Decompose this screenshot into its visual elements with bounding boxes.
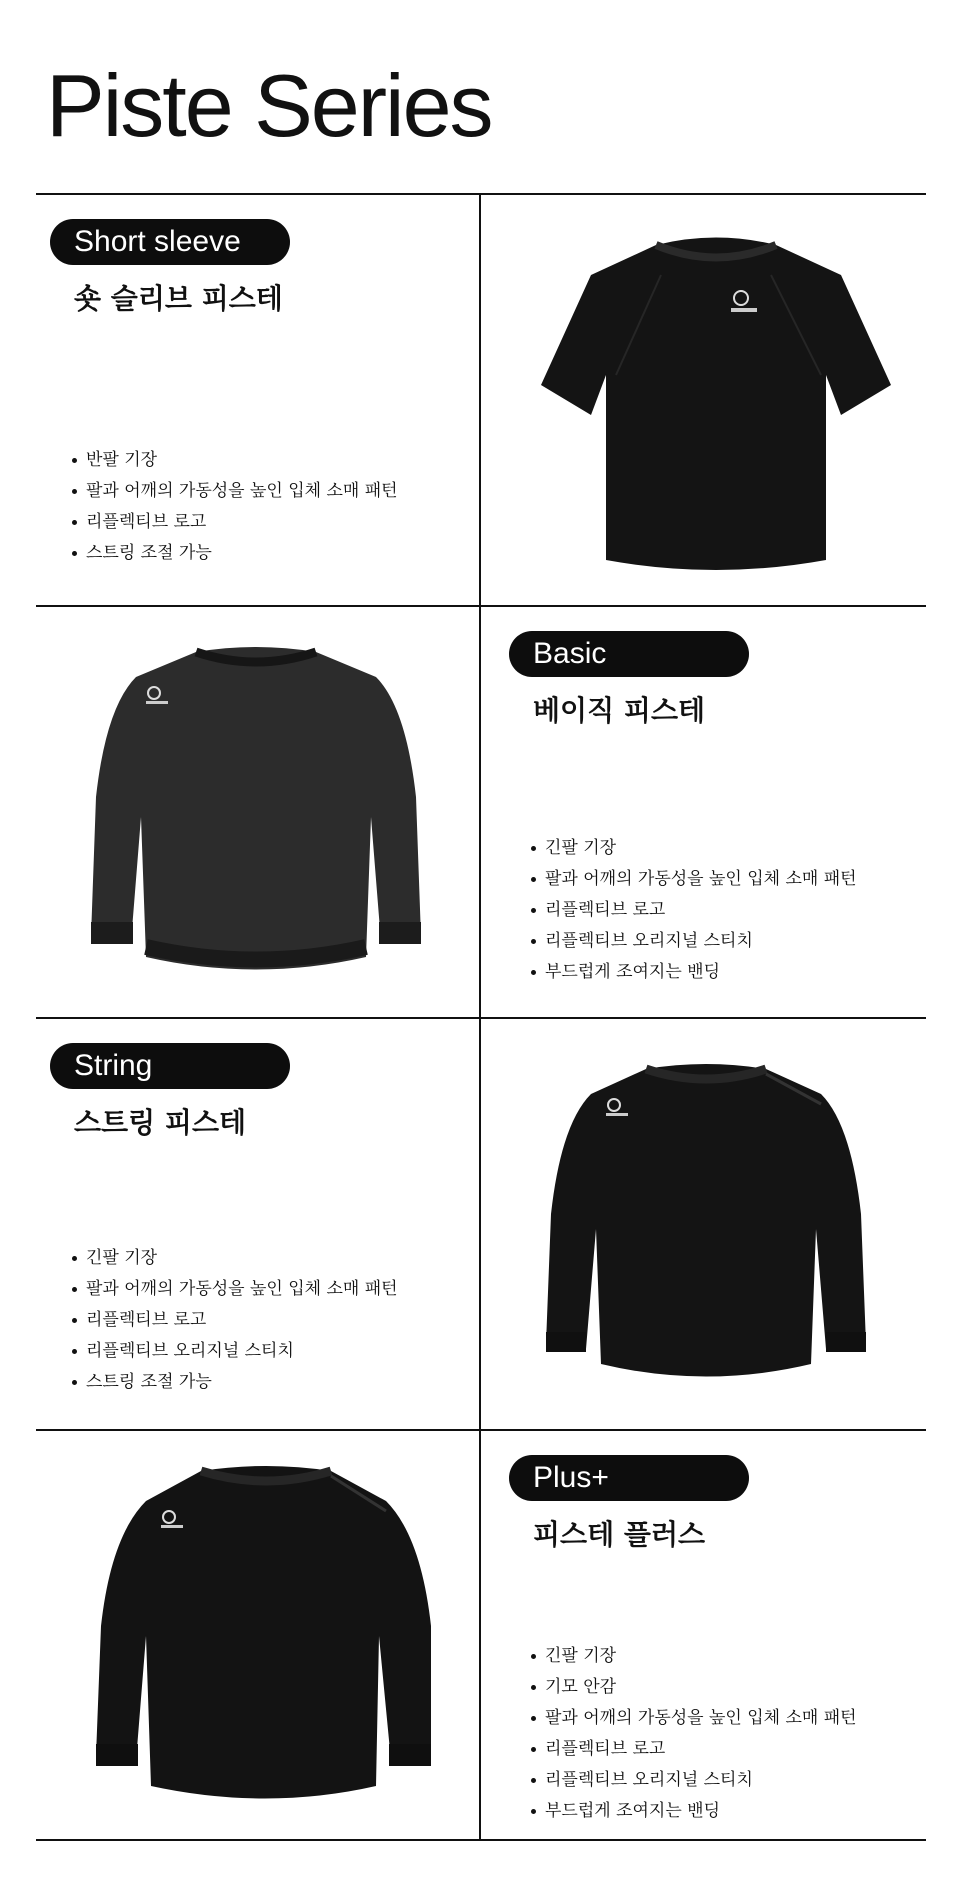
- feature-item: 리플렉티브 로고: [531, 1734, 857, 1765]
- product-image-cell: [36, 1431, 481, 1839]
- feature-item: 리플렉티브 로고: [72, 507, 398, 538]
- product-label-pill: Plus+: [509, 1455, 749, 1501]
- feature-item: 긴팔 기장: [531, 833, 857, 864]
- feature-item: 긴팔 기장: [72, 1243, 398, 1274]
- black-fleece-long-sleeve-shirt-image: [81, 1456, 451, 1826]
- feature-item: 리플렉티브 오리지널 스티치: [531, 926, 857, 957]
- page-title: Piste Series: [46, 56, 492, 155]
- product-name: 베이직 피스테: [533, 694, 706, 727]
- short-sleeve-shirt-image: [541, 215, 891, 585]
- feature-item: 기모 안감: [531, 1672, 857, 1703]
- product-grid: [36, 193, 926, 1841]
- product-info: [36, 1019, 481, 1429]
- feature-item: 팔과 어깨의 가동성을 높인 입체 소매 패턴: [531, 1703, 857, 1734]
- feature-item: 부드럽게 조여지는 밴딩: [531, 1796, 857, 1827]
- feature-item: 리플렉티브 로고: [531, 895, 857, 926]
- feature-item: 팔과 어깨의 가동성을 높인 입체 소매 패턴: [72, 476, 398, 507]
- product-image-cell: [481, 1019, 926, 1429]
- feature-item: 스트링 조절 가능: [72, 1367, 398, 1398]
- feature-item: 부드럽게 조여지는 밴딩: [531, 957, 857, 988]
- feature-item: 리플렉티브 로고: [72, 1305, 398, 1336]
- product-row-short-sleeve: [36, 193, 926, 605]
- product-name: 피스테 플러스: [533, 1518, 706, 1551]
- feature-list: [531, 833, 857, 988]
- feature-item: 긴팔 기장: [531, 1641, 857, 1672]
- feature-list: [72, 445, 398, 569]
- product-name: 스트링 피스테: [74, 1106, 247, 1139]
- product-row-string: [36, 1017, 926, 1429]
- product-label-pill: Basic: [509, 631, 749, 677]
- feature-list: [531, 1641, 857, 1827]
- feature-item: 반팔 기장: [72, 445, 398, 476]
- product-info: [481, 607, 926, 1017]
- feature-item: 팔과 어깨의 가동성을 높인 입체 소매 패턴: [531, 864, 857, 895]
- product-info: [481, 1431, 926, 1839]
- feature-item: 팔과 어깨의 가동성을 높인 입체 소매 패턴: [72, 1274, 398, 1305]
- product-label-pill: String: [50, 1043, 290, 1089]
- feature-list: [72, 1243, 398, 1398]
- product-row-basic: [36, 605, 926, 1017]
- black-long-sleeve-shirt-image: [531, 1054, 881, 1404]
- product-label-pill: Short sleeve: [50, 219, 290, 265]
- feature-item: 리플렉티브 오리지널 스티치: [531, 1765, 857, 1796]
- feature-item: 스트링 조절 가능: [72, 538, 398, 569]
- product-row-plus: [36, 1429, 926, 1841]
- product-image-cell: [481, 195, 926, 605]
- product-info: [36, 195, 481, 605]
- feature-item: 리플렉티브 오리지널 스티치: [72, 1336, 398, 1367]
- charcoal-long-sleeve-shirt-image: [76, 637, 436, 997]
- product-name: 숏 슬리브 피스테: [74, 282, 283, 315]
- product-image-cell: [36, 607, 481, 1017]
